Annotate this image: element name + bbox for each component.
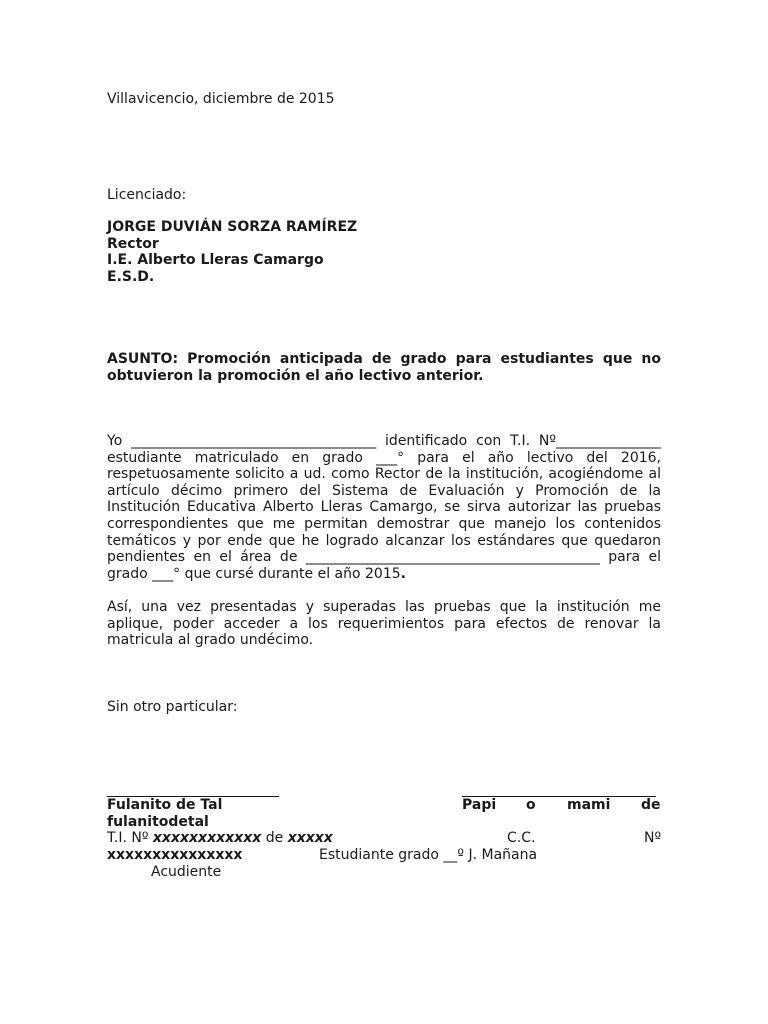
student-ti xyxy=(107,830,333,847)
recipient-role: Rector xyxy=(107,235,159,252)
parent-name-word-4: de xyxy=(641,797,661,813)
student-ti-de-value: xxxxx xyxy=(287,830,333,846)
parent-name-word-2: o xyxy=(526,797,536,813)
salutation: Licenciado: xyxy=(107,187,187,203)
recipient-name: JORGE DUVIÁN SORZA RAMÍREZ xyxy=(107,219,358,235)
recipient-institution: I.E. Alberto Lleras Camargo xyxy=(107,252,324,269)
parent-cc-value: xxxxxxxxxxxxxxx xyxy=(107,847,243,863)
place-date: Villavicencio, diciembre de 2015 xyxy=(107,91,335,107)
student-ti-value: xxxxxxxxxxxx xyxy=(152,830,262,846)
ti-blank: _______________ xyxy=(556,433,662,449)
parent-cc-label: C.C. xyxy=(507,830,536,846)
body-paragraph-2: Así, una vez presentadas y superadas las pruebas que la institución me aplique, poder acceder a los requerimientos para efectos de renovar la matricula al grado undécimo. xyxy=(107,599,661,649)
body-paragraph-1 xyxy=(107,433,661,582)
student-grade: Estudiante grado __º J. Mañana xyxy=(319,847,538,863)
body-end: . xyxy=(400,565,406,582)
recipient-esd: E.S.D. xyxy=(107,268,155,285)
body-rest: estudiante matriculado en grado ___° para el año lectivo del 2016, respetuosamente solicito a ud. como Rector de la institución, acogiéndome al artículo décimo primero del Sistema de Evaluación y Promoción de la Institución Educativa Alberto Lleras Camargo, se sirva autorizar las pruebas correspondientes que me permitan demostrar que manejo los contenidos temáticos y por ende que he logrado alcanzar los estándares que quedaron pendientes en el área de __________________________________________ para el grado ___° que cursé durante el año 2015 xyxy=(107,449,661,582)
parent-name-word-3: mami xyxy=(567,797,611,813)
student-ti-label: T.I. Nº xyxy=(107,830,149,846)
body-ident: identificado con T.I. Nº xyxy=(385,433,557,449)
parent-no-label: Nº xyxy=(644,830,662,846)
parent-name-word-1: Papi xyxy=(462,797,497,813)
closing: Sin otro particular: xyxy=(107,699,238,715)
student-name: Fulanito de Tal fulanitodetal xyxy=(107,797,223,830)
parent-role: Acudiente xyxy=(151,864,222,880)
student-ti-de: de xyxy=(265,830,284,846)
subject: ASUNTO: Promoción anticipada de grado para estudiantes que no obtuvieron la promoción el año lectivo anterior. xyxy=(107,351,661,384)
student-name-blank: ___________________________________ xyxy=(131,433,377,449)
body-yo: Yo xyxy=(107,433,123,449)
